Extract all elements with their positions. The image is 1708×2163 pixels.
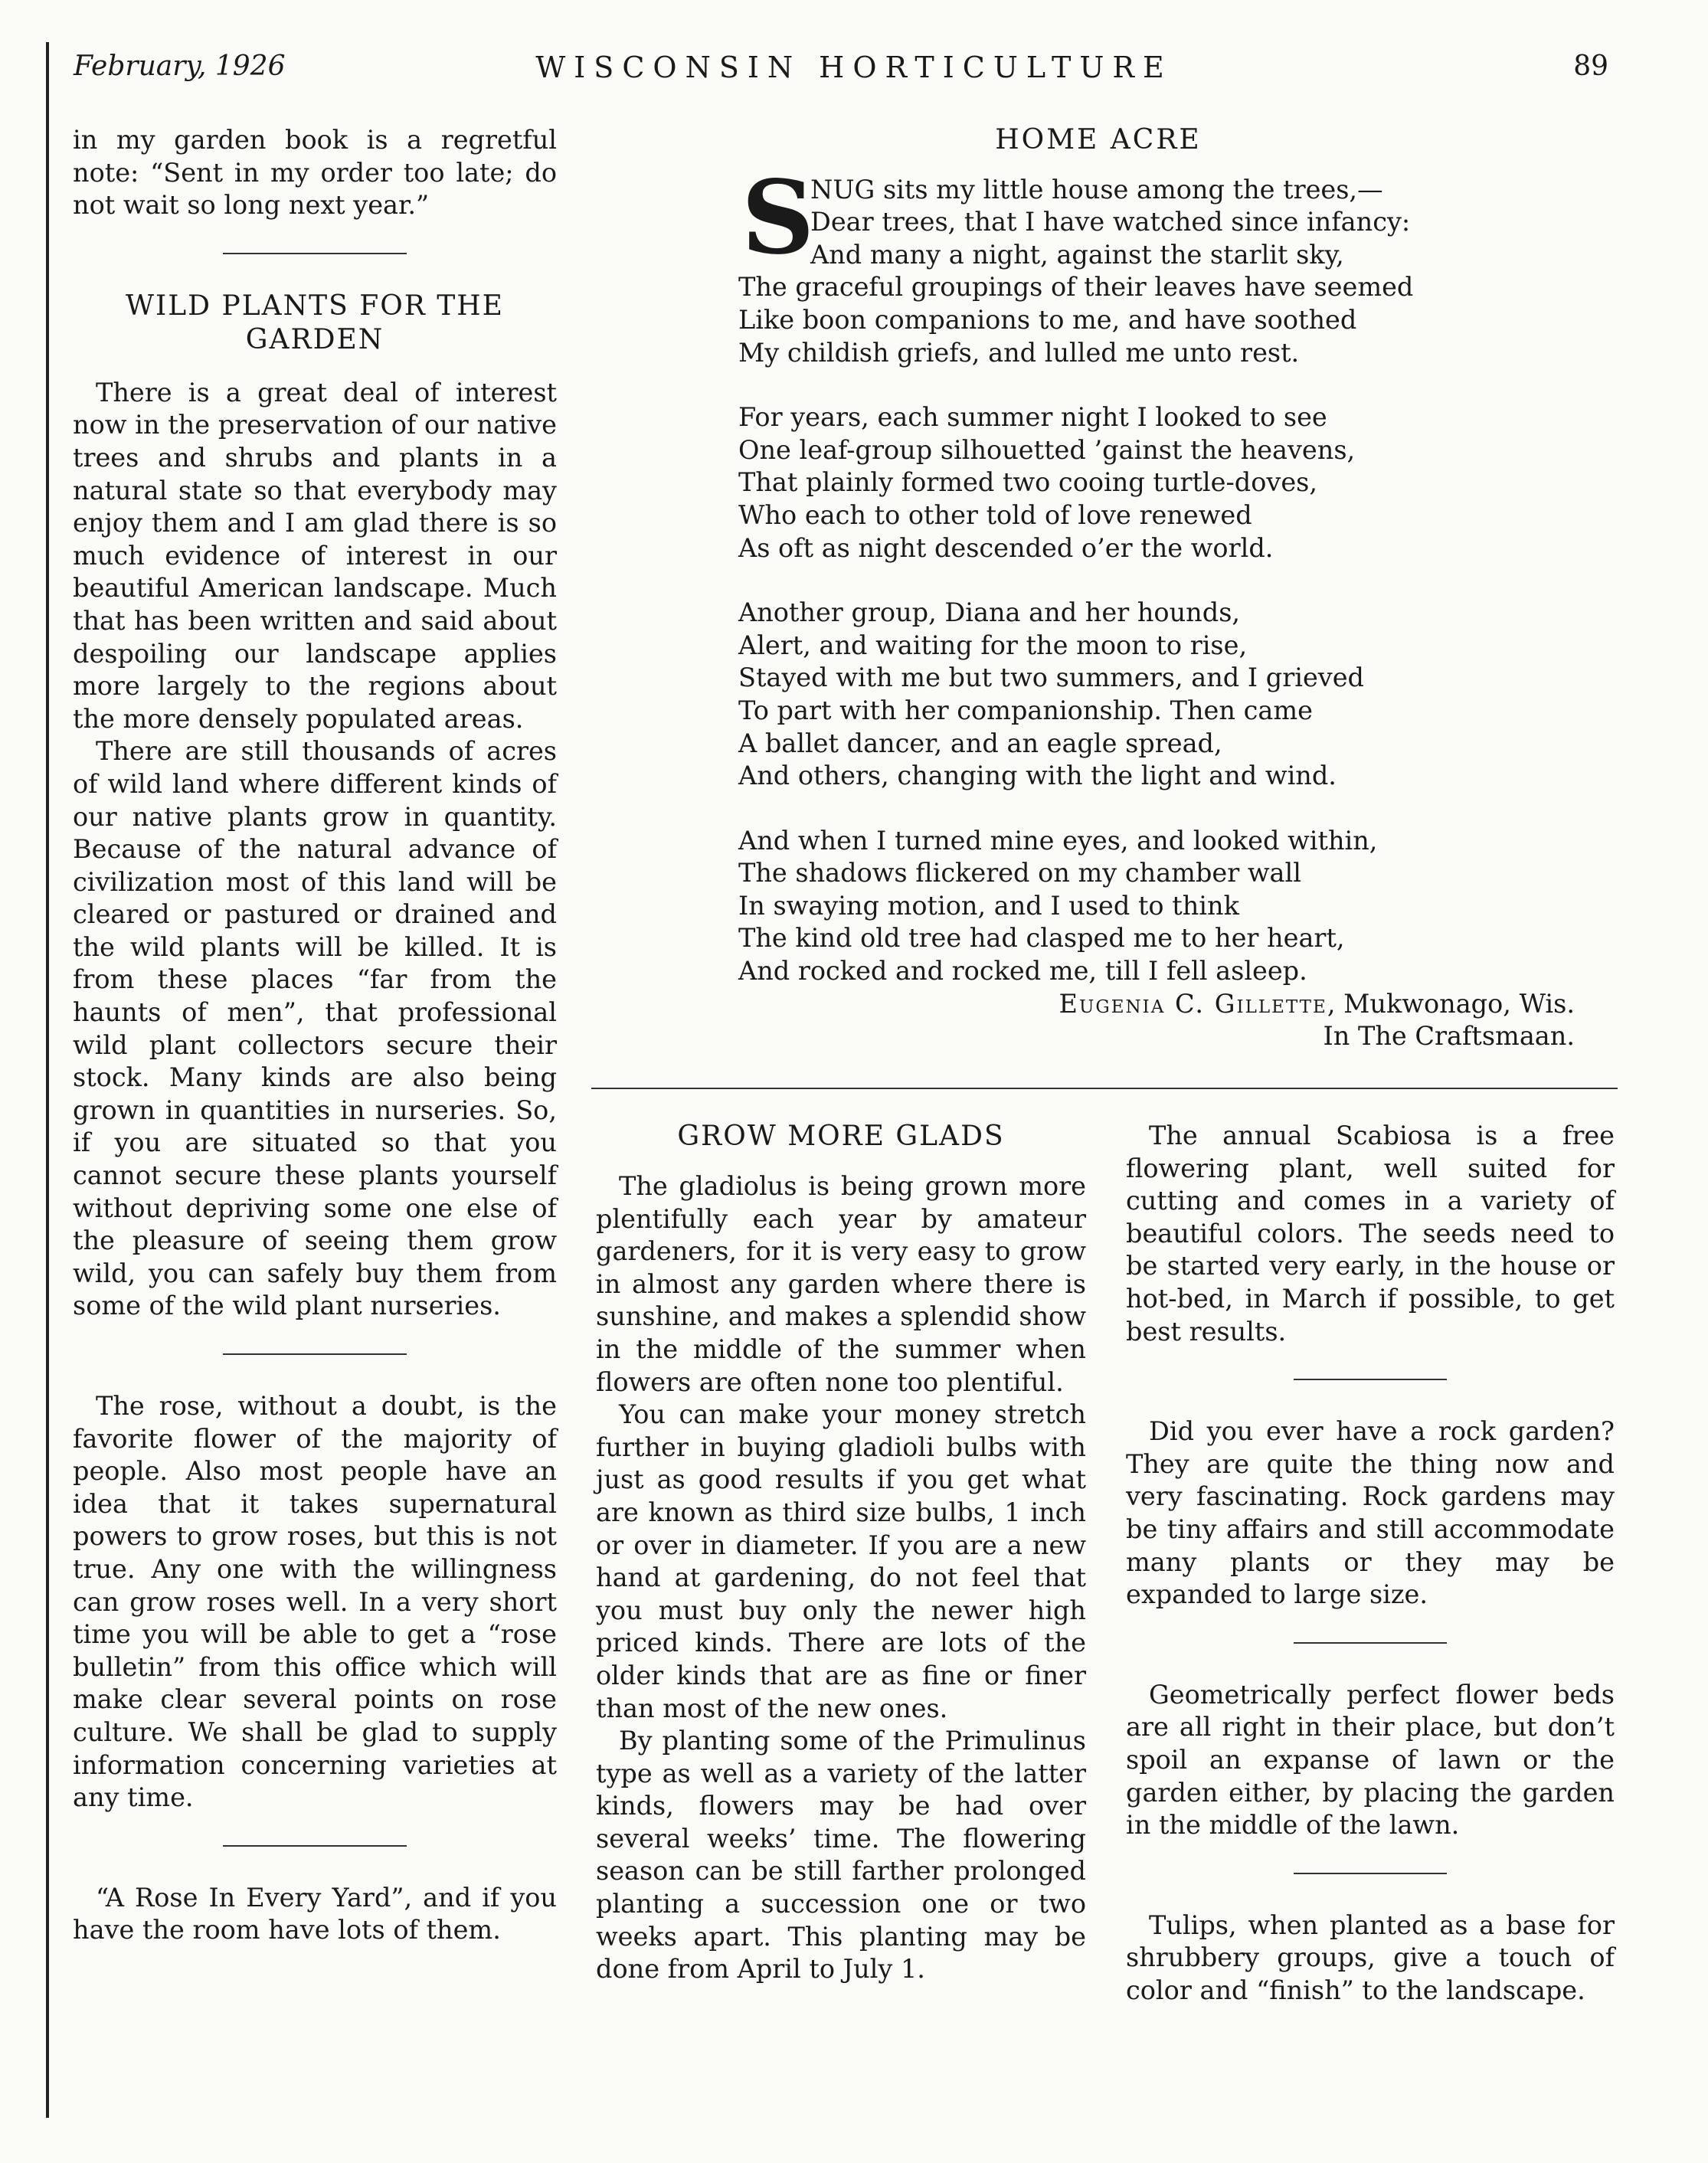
poem-line: And many a night, against the starlit sky, [810, 239, 1344, 270]
poem-line: NUG sits my little house among the trees,— [810, 174, 1383, 205]
poem-stanza [738, 401, 1596, 564]
flower-beds-paragraph: Geometrically perfect flower beds are all right in their place, but don’t spoil an expanse of lawn or the garden either, by placing the garden in the middle of the lawn. [1126, 1679, 1615, 1841]
poem-line: As oft as night descended o’er the world. [738, 532, 1274, 563]
wild-plants-paragraph: There is a great deal of interest now in the preservation of our native trees and shrubs and plants in a natural state so that everybody may enjoy them and I am glad there is so much evidence of interest in our beautiful American landscape. Much that has been written and said about despoiling our landscape applies more largely to the regions about the more densely populated areas. [73, 377, 557, 734]
section-rule [591, 1088, 1618, 1089]
journal-title: WISCONSIN HORTICULTURE [535, 51, 1173, 84]
poem-line: Like boon companions to me, and have soothed [738, 304, 1357, 335]
poem-line: Stayed with me but two summers, and I grieved [738, 663, 1364, 693]
poem-line: And when I turned mine eyes, and looked within, [738, 825, 1378, 856]
poem-line: Dear trees, that I have watched since infancy: [810, 207, 1411, 237]
section-divider [1294, 1379, 1447, 1380]
poem-line: And rocked and rocked me, till I fell asleep. [738, 956, 1307, 987]
glads-paragraph: The gladiolus is being grown more plentifully each year by amateur gardeners, for it is very easy to grow in almost any garden where there is sunshine, and makes a splendid show in the middle of the summer when flowers are often none too plentiful. [596, 1171, 1086, 1397]
issue-date: February, 1926 [74, 51, 286, 82]
poem-line: A ballet dancer, and an eagle spread, [738, 728, 1222, 758]
poem-line: And others, changing with the light and wind. [738, 761, 1337, 791]
poem-line: Alert, and waiting for the moon to rise, [738, 630, 1248, 660]
glads-title: GROW MORE GLADS [677, 1121, 1005, 1152]
page-number: 89 [1573, 51, 1608, 82]
poem-source: In The Craftsmaan. [1323, 1021, 1575, 1052]
poem-title: HOME ACRE [995, 124, 1202, 155]
poem-line: Who each to other told of love renewed [738, 499, 1252, 530]
right-column [1126, 1120, 1615, 2007]
wild-plants-title: WILD PLANTS FOR THE GARDEN [126, 290, 504, 355]
left-column [73, 124, 557, 1947]
poem-line: In swaying motion, and I used to think [738, 890, 1239, 921]
middle-column [596, 1120, 1086, 1986]
author-name: Eugenia C. Gillette [1059, 988, 1327, 1019]
glads-paragraph: You can make your money stretch further in buying gladioli bulbs with just as good results if you get what are known as third size bulbs, 1 inch or over in diameter. If you are a new hand at gardening, do not feel that you must buy only the newer high priced kinds. There are lots of the older kinds that are as fine or finer than most of the new ones. [596, 1399, 1086, 1723]
poem-line: To part with her companionship. Then came [738, 695, 1313, 725]
wild-plants-paragraph: There are still thousands of acres of wild land where different kinds of our native plants grow in quantity. Because of the natural advance of civilization most of this land will be cleared or pastured or drained and the wild plants will be killed. It is from these places “far from the haunts of men”, that professional wild plant collectors secure their stock. Many kinds are also being grown in quantities in nurseries. So, if you are situated so that you cannot secure these plants yourself without depriving some one else of the pleasure of seeing them grow wild, you can safely buy them from some of the wild plant nurseries. [73, 736, 557, 1321]
scabiosa-paragraph: The annual Scabiosa is a free flowering plant, well suited for cutting and comes in a variety of beautiful colors. The seeds need to be started very early, in the house or hot-bed, in March if possible, to get best results. [1126, 1121, 1615, 1347]
section-divider [1294, 1642, 1447, 1644]
rose-paragraph: The rose, without a doubt, is the favorite flower of the majority of people. Also most people have an idea that it takes supernatural powers to grow roses, but this is not true. Any one with the willingness can grow roses well. In a very short time you will be able to get a “rose bulletin” from this office which will make clear several points on rose culture. We shall be glad to supply information concerning varieties at any time. [73, 1391, 557, 1813]
left-margin-rule [46, 42, 49, 2118]
home-acre-poem [738, 124, 1596, 1053]
section-divider [223, 1845, 407, 1847]
poem-line: The shadows flickered on my chamber wall [738, 858, 1301, 888]
poem-line: That plainly formed two cooing turtle-doves, [738, 467, 1317, 498]
poem-line: One leaf-group silhouetted ’gainst the heavens, [738, 434, 1356, 465]
section-divider [1294, 1873, 1447, 1874]
author-location: , Mukwonago, Wis. [1327, 988, 1575, 1019]
poem-stanza [738, 825, 1596, 988]
tulips-paragraph: Tulips, when planted as a base for shrubbery groups, give a touch of color and “finish” to the landscape. [1126, 1909, 1615, 2005]
section-divider [223, 253, 407, 254]
poem-line: The kind old tree had clasped me to her heart, [738, 923, 1345, 954]
section-divider [223, 1353, 407, 1355]
poem-stanza [738, 597, 1596, 793]
poem-line: My childish griefs, and lulled me unto rest. [738, 337, 1300, 368]
rock-garden-paragraph: Did you ever have a rock garden? They are quite the thing now and very fascinating. Rock gardens may be tiny affairs and still accommodate many plants or they may be expanded to large size. [1126, 1416, 1615, 1610]
rose-yard-paragraph: “A Rose In Every Yard”, and if you have the room have lots of them. [73, 1882, 557, 1945]
glads-paragraph: By planting some of the Primulinus type as well as a variety of the latter kinds, flowers may be had over several weeks’ time. The flowering season can be still farther prolonged planting a succession one or two weeks apart. This planting may be done from April to July 1. [596, 1726, 1086, 1985]
poem-line: The graceful groupings of their leaves have seemed [738, 272, 1414, 303]
poem-stanza [738, 158, 1596, 370]
poem-line: Another group, Diana and her hounds, [738, 597, 1241, 628]
poem-author [738, 988, 1596, 1021]
continued-text: in my garden book is a regretful note: “Sent in my order too late; do not wait so long next year.” [73, 125, 557, 221]
drop-cap: S [741, 158, 815, 277]
poem-line: For years, each summer night I looked to see [738, 402, 1327, 433]
